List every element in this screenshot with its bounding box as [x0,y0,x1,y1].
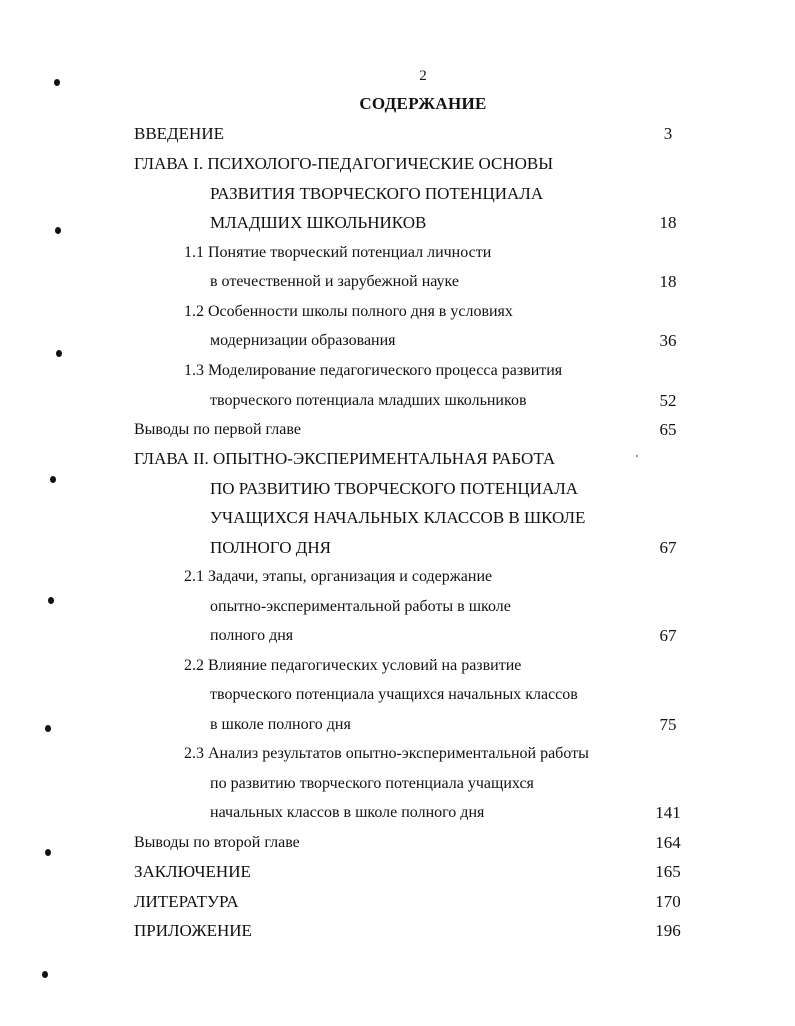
toc-entry-conclusions-2: Выводы по второй главе [134,834,300,851]
page-ref: 141 [655,803,681,822]
toc-entry-introduction: ВВЕДЕНИЕ [134,124,224,143]
toc-entry-chapter-2-cont: УЧАЩИХСЯ НАЧАЛЬНЫХ КЛАССОВ В ШКОЛЕ [210,508,586,527]
toc-entry-chapter-1: ГЛАВА I. ПСИХОЛОГО-ПЕДАГОГИЧЕСКИЕ ОСНОВЫ [134,154,554,173]
toc-entry-section-2-3-cont: по развитию творческого потенциала учащихся [210,775,534,792]
page-ref: 67 [659,538,677,557]
binding-mark [54,79,60,86]
binding-mark [50,476,56,483]
toc-entry-section-2-3-cont: начальных классов в школе полного дня [210,804,485,821]
toc-entry-chapter-2-cont: ПО РАЗВИТИЮ ТВОРЧЕСКОГО ПОТЕНЦИАЛА [210,479,579,498]
page-ref: 196 [655,921,681,940]
toc-entry-section-2-1-cont: полного дня [210,627,294,644]
toc-entry-chapter-1-cont: МЛАДШИХ ШКОЛЬНИКОВ [210,213,427,232]
toc-entry-chapter-1-cont: РАЗВИТИЯ ТВОРЧЕСКОГО ПОТЕНЦИАЛА [210,184,544,203]
page-ref: 52 [659,391,677,410]
scan-speck [636,455,638,457]
toc-entry-conclusion: ЗАКЛЮЧЕНИЕ [134,862,251,881]
toc-entry-conclusions-1: Выводы по первой главе [134,421,301,438]
binding-mark [42,971,48,978]
toc-entry-chapter-2-cont: ПОЛНОГО ДНЯ [210,538,331,557]
page-ref: 65 [659,420,677,439]
toc-entry-literature: ЛИТЕРАТУРА [134,892,239,911]
toc-entry-section-2-2-cont: в школе полного дня [210,716,351,733]
page-ref: 67 [659,626,677,645]
page-ref: 3 [663,124,673,143]
toc-entry-section-1-1-cont: в отечественной и зарубежной науке [210,273,460,290]
toc-entry-appendix: ПРИЛОЖЕНИЕ [134,921,252,940]
binding-mark [55,227,61,234]
toc-entry-section-1-2: 1.2 Особенности школы полного дня в условиях [184,303,513,320]
page-ref: 164 [655,833,681,852]
toc-entry-chapter-2: ГЛАВА II. ОПЫТНО-ЭКСПЕРИМЕНТАЛЬНАЯ РАБОТА [134,449,556,468]
binding-mark [45,725,51,732]
page-ref: 170 [655,892,681,911]
toc-entry-section-2-2-cont: творческого потенциала учащихся начальных классов [210,686,578,703]
toc-entry-section-2-1: 2.1 Задачи, этапы, организация и содержание [184,568,493,585]
toc-entry-section-2-1-cont: опытно-экспериментальной работы в школе [210,598,511,615]
page-ref: 18 [659,272,677,291]
page-ref: 75 [659,715,677,734]
toc-entry-section-1-3-cont: творческого потенциала младших школьников [210,392,527,409]
page-number: 2 [419,68,427,84]
toc-entry-section-2-3: 2.3 Анализ результатов опытно-экспериментальной работы [184,745,589,762]
toc-entry-section-1-2-cont: модернизации образования [210,332,396,349]
page-ref: 36 [659,331,677,350]
toc-entry-section-2-2: 2.2 Влияние педагогических условий на развитие [184,657,522,674]
toc-entry-section-1-3: 1.3 Моделирование педагогического процесса развития [184,362,563,379]
page-ref: 165 [655,862,681,881]
page-ref: 18 [659,213,677,232]
binding-mark [48,597,54,604]
binding-mark [45,849,51,856]
toc-title: СОДЕРЖАНИЕ [359,94,487,113]
toc-entry-section-1-1: 1.1 Понятие творческий потенциал личности [184,244,492,261]
binding-mark [56,350,62,357]
